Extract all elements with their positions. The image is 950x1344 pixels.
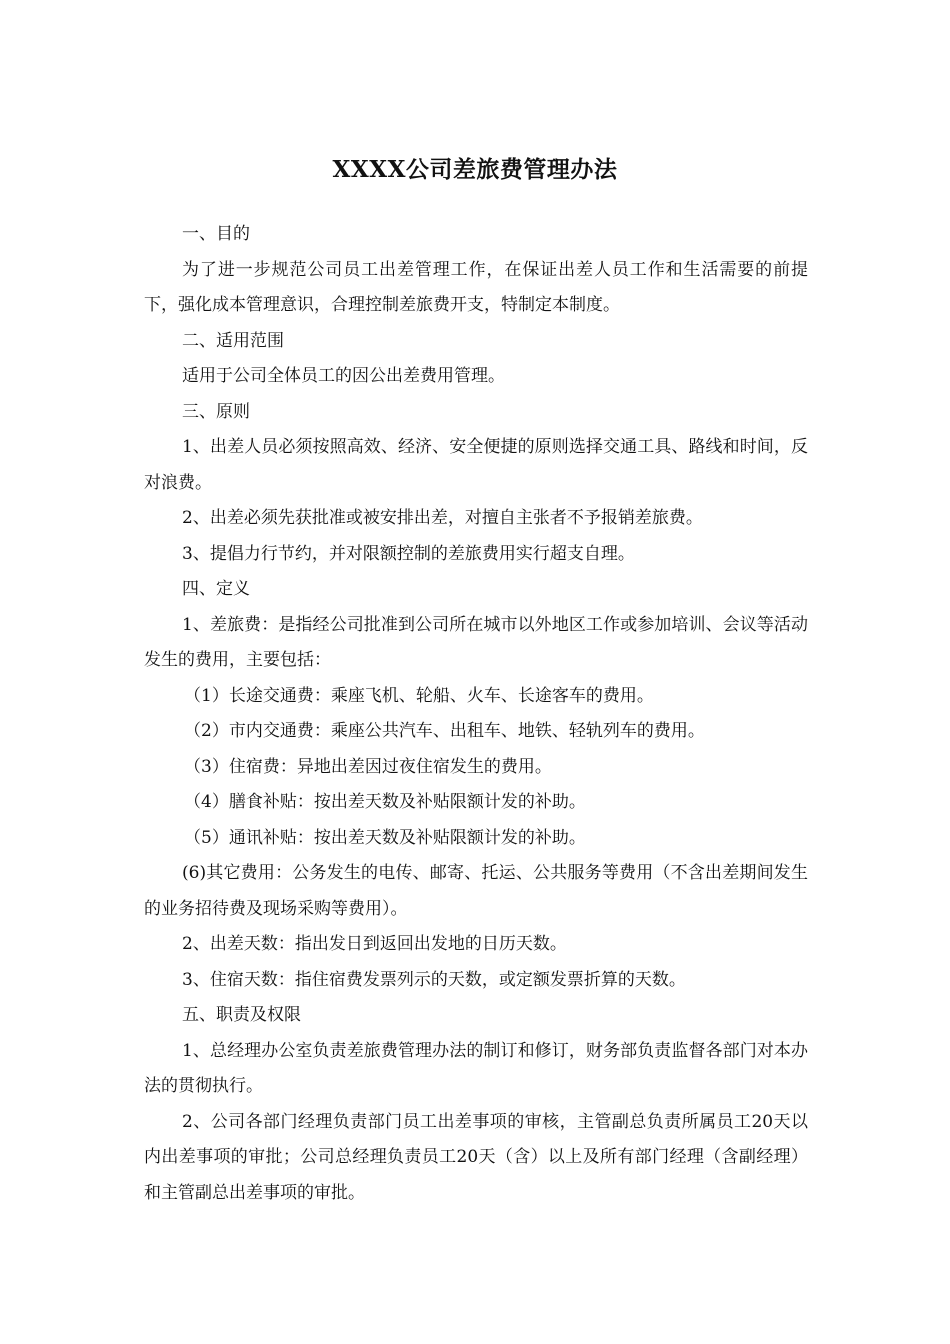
document-title: XXXX公司差旅费管理办法 — [332, 156, 618, 183]
principle-item-2: 2、出差必须先获批准或被安排出差，对擅自主张者不予报销差旅费。 — [182, 508, 703, 528]
section-heading-purpose: 一、目的 — [182, 224, 250, 244]
definition-subitem-5: （5）通讯补贴：按出差天数及补贴限额计发的补助。 — [184, 827, 586, 848]
definition-subitem-3: （3）住宿费：异地出差因过夜住宿发生的费用。 — [184, 756, 552, 777]
section-heading-scope: 二、适用范围 — [182, 330, 284, 351]
definition-item-1: 1、差旅费：是指经公司批准到公司所在城市以外地区工作或参加培训、会议等活动发生的费用，主要包括： — [144, 614, 808, 670]
definition-item-3: 3、住宿天数：指住宿费发票列示的天数，或定额发票折算的天数。 — [182, 969, 686, 990]
definition-item-2: 2、出差天数：指出发日到返回出发地的日历天数。 — [182, 934, 567, 954]
definition-subitem-1: （1）长途交通费：乘座飞机、轮船、火车、长途客车的费用。 — [184, 685, 654, 706]
section-heading-principles: 三、原则 — [182, 401, 250, 422]
responsibility-item-2: 2、公司各部门经理负责部门员工出差事项的审核，主管副总负责所属员工20天以内出差事项的审批；公司总经理负责员工20天（含）以上及所有部门经理（含副经理）和主管副总出差事项的审批。 — [144, 1111, 808, 1203]
responsibility-item-1: 1、总经理办公室负责差旅费管理办法的制订和修订，财务部负责监督各部门对本办法的贯彻执行。 — [144, 1040, 808, 1096]
definition-subitem-4: （4）膳食补贴：按出差天数及补贴限额计发的补助。 — [184, 792, 586, 812]
definition-subitem-6: (6)其它费用：公务发生的电传、邮寄、托运、公共服务等费用（不含出差期间发生的业务招待费及现场采购等费用）。 — [144, 863, 808, 919]
section-heading-definitions: 四、定义 — [182, 579, 250, 599]
paragraph-purpose: 为了进一步规范公司员工出差管理工作，在保证出差人员工作和生活需要的前提下，强化成本管理意识，合理控制差旅费开支，特制定本制度。 — [144, 259, 808, 315]
principle-item-1: 1、出差人员必须按照高效、经济、安全便捷的原则选择交通工具、路线和时间，反对浪费。 — [144, 437, 808, 493]
paragraph-scope: 适用于公司全体员工的因公出差费用管理。 — [182, 366, 505, 386]
principle-item-3: 3、提倡力行节约，并对限额控制的差旅费用实行超支自理。 — [182, 543, 635, 564]
section-heading-responsibilities: 五、职责及权限 — [182, 1005, 301, 1025]
definition-subitem-2: （2）市内交通费：乘座公共汽车、出租车、地铁、轻轨列车的费用。 — [184, 721, 705, 741]
document-body — [144, 217, 808, 1211]
